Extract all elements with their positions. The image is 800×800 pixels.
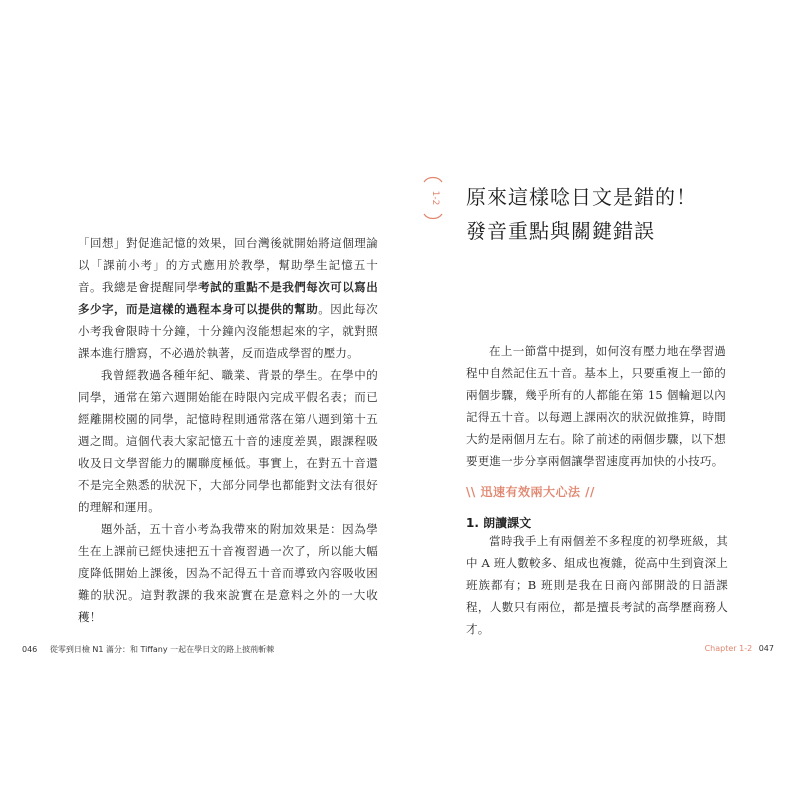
paragraph-1-emphasis: 考試的重點不是我們每次可以寫出多少字，而是這樣的過程本身可以提供的幫助 — [78, 280, 378, 316]
paragraph-3 — [78, 518, 378, 628]
footer-right — [705, 644, 774, 653]
paragraph-2 — [78, 364, 378, 518]
intro-paragraph — [466, 340, 726, 472]
paragraph-3-text: 題外話，五十音小考為我帶來的附加效果是：因為學生在上課前已經快速把五十音複習過一次了，所以能大幅度降低開始上課後，因為不記得五十音而導致內容吸收困難的狀況。這對教課的我來說實在是意料之外的一大收穫！ — [78, 522, 378, 624]
paragraph-1-part-3: 。因此每次小考我會限時十分鐘，十分鐘內沒能想起來的字，就對照課本進行謄寫，不必過於執著，反而造成學習的壓力。 — [78, 302, 378, 360]
section-heading: \\ 迅速有效兩大心法 // — [466, 485, 595, 499]
right-page-number: 047 — [758, 644, 774, 653]
section-body — [466, 530, 728, 640]
intro-text: 在上一節當中提到，如何沒有壓力地在學習過程中自然記住五十音。基本上，只要重複上一節的兩個步驟，幾乎所有的人都能在第 15 個輪迴以內記得五十音。以每週上課兩次的狀況做推算，時間大約是兩個月左右。除了前述的兩個步驟，以下想要更進一步分享兩個讓學習速度再加快的小技巧。 — [466, 344, 726, 468]
footer-left — [22, 644, 274, 655]
left-page-body — [78, 232, 378, 628]
chapter-title-line-1: 原來這樣唸日文是錯的！ — [466, 185, 697, 209]
left-page-number: 046 — [22, 645, 38, 654]
paragraph-1 — [78, 232, 378, 364]
chapter-title-line-2: 發音重點與關鍵錯誤 — [466, 219, 655, 243]
chapter-title — [466, 180, 746, 248]
chapter-mark-icon — [420, 176, 446, 220]
paragraph-1-part-1: 「回想」對促進記憶的效果，回台灣後就開始將這個理論以「課前小考」的方式應用於教學，幫助學生記憶五十音。我總是會提醒同學 — [78, 236, 378, 294]
running-header-chapter: Chapter 1-2 — [704, 644, 753, 653]
paragraph-2-text: 我曾經教過各種年紀、職業、背景的學生。在學中的同學，通常在第六週開始能在時限內完成平假名表；而已經離開校園的同學，記憶時程則通常落在第八週到第十五週之間。這個代表大家記憶五十音的速度差異，跟課程吸收及日文學習能力的關聯度極低。事實上，在對五十音還不是完全熟悉的狀況下，大部分同學也都能對文法有很好的理解和運用。 — [78, 368, 378, 514]
chapter-mark-label: 1-2 — [430, 190, 440, 206]
running-header-book-title: 從零到日檢 N1 滿分：和 Tiffany 一起在學日文的路上披荊斬棘 — [49, 645, 275, 654]
section-body-text: 當時我手上有兩個差不多程度的初學班級，其中 A 班人數較多、組成也複雜，從高中生到資深上班族都有；B 班則是我在日商內部開設的日語課程，人數只有兩位，都是擅長考試的高學歷商務人才。 — [466, 534, 728, 636]
sub-heading: 1. 朗讀課文 — [466, 516, 532, 530]
